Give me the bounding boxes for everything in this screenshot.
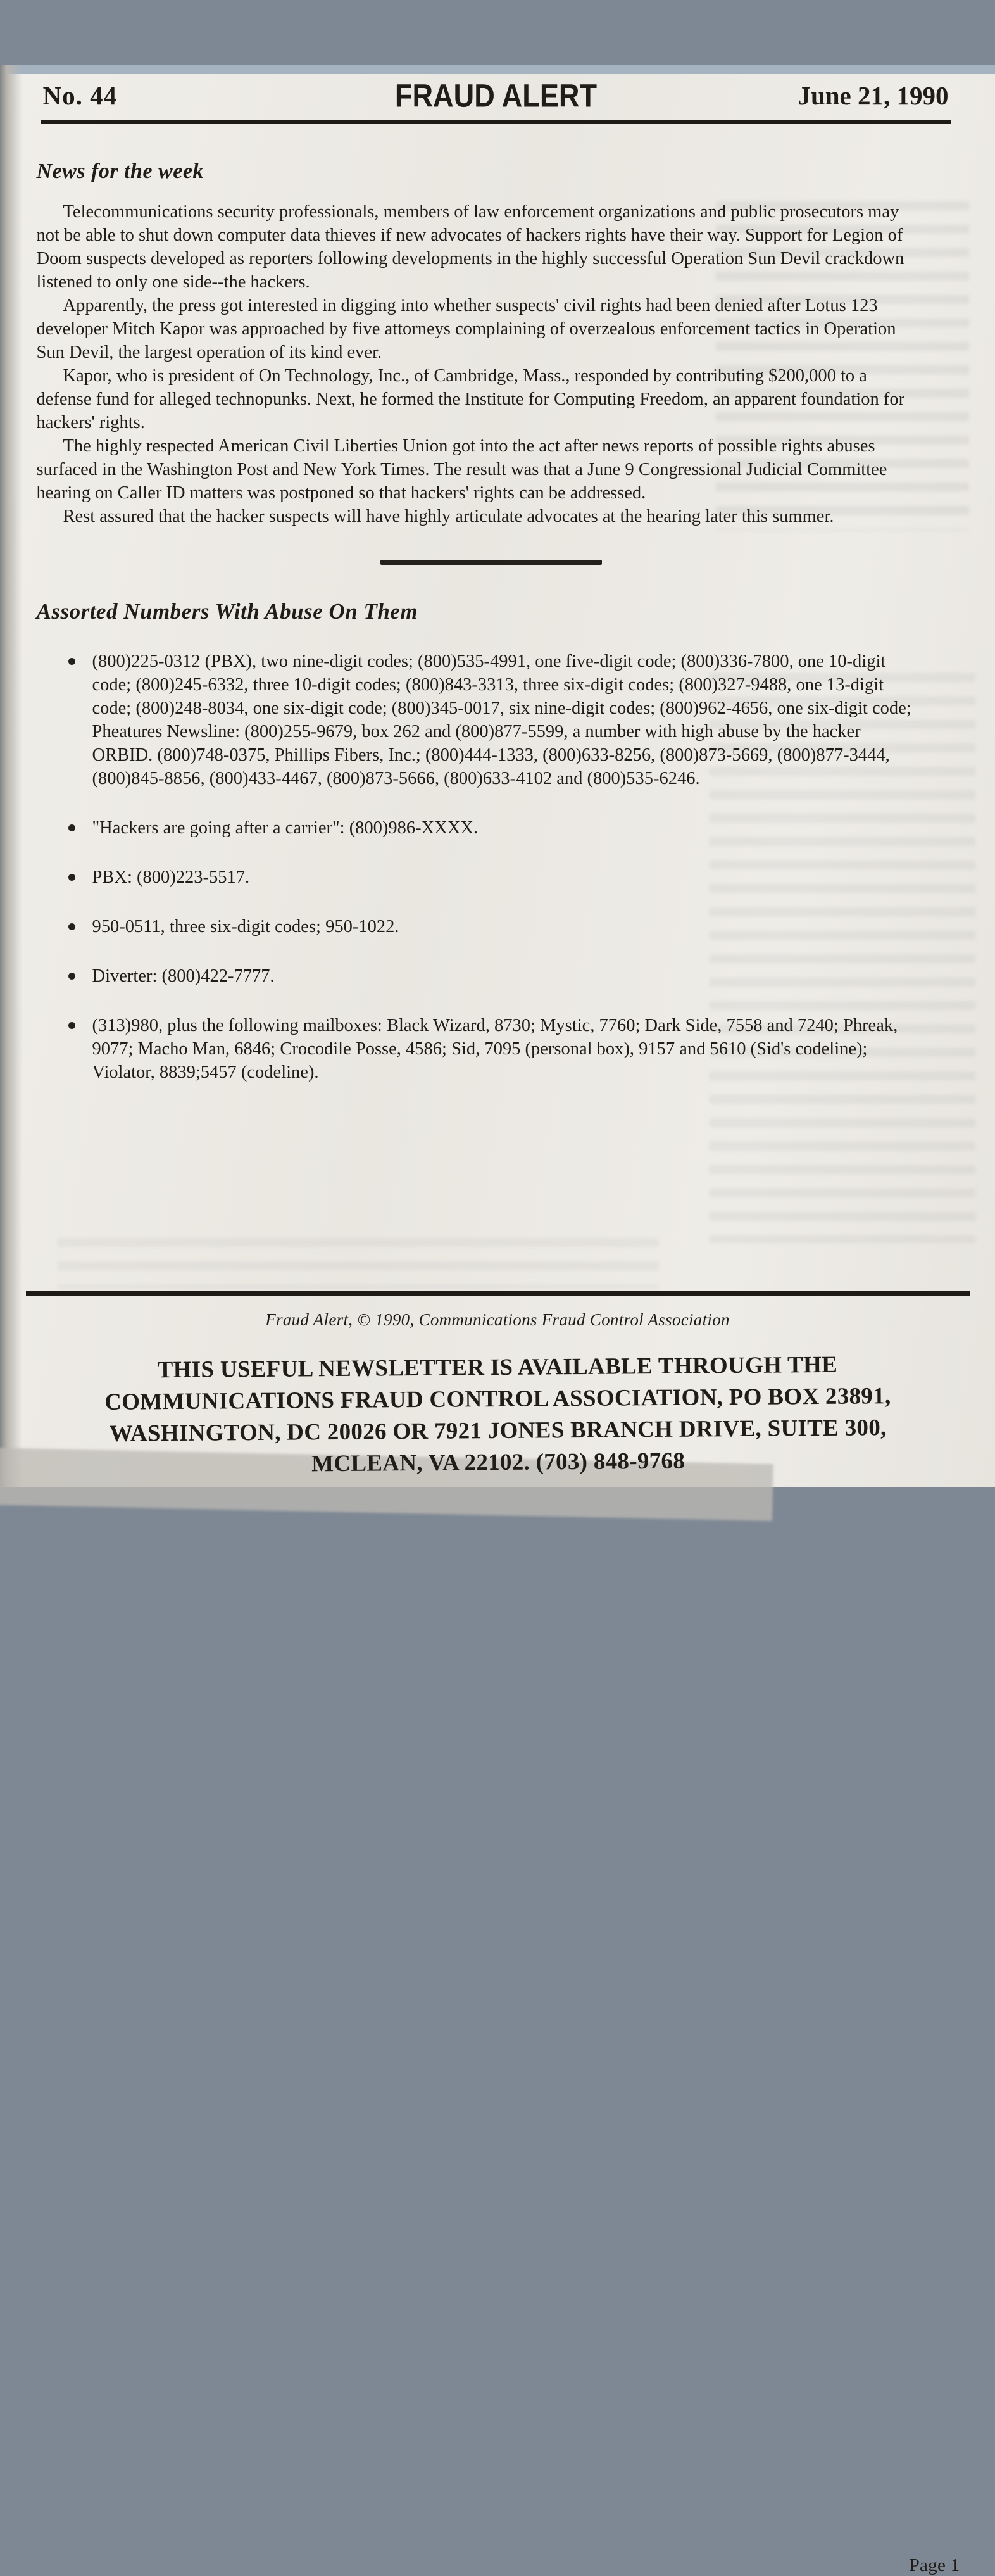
- issue-date: June 21, 1990: [798, 80, 949, 110]
- issue-number: No. 44: [42, 80, 118, 110]
- list-item: 950-0511, three six-digit codes; 950-1022.: [37, 915, 913, 938]
- availability-notice: [0, 1348, 995, 1482]
- scan-top-edge: [1, 65, 995, 74]
- news-section-heading: News for the week: [36, 160, 204, 183]
- newsletter-page: [1, 65, 995, 2575]
- list-item: Diverter: (800)422-7777.: [37, 964, 913, 988]
- numbers-section-heading: Assorted Numbers With Abuse On Them: [36, 599, 418, 624]
- news-paragraph: Apparently, the press got interested in digging into whether suspects' civil rights had been denied after Lotus 123 developer Mitch Kapor was approached by five attorneys complaining of overzealous enforcement tactics in Operation Sun Devil, the largest operation of its kind ever.: [36, 296, 896, 362]
- footer-credit-text: Fraud Alert, © 1990, Communications Fraud Control Association: [265, 1310, 730, 1329]
- list-item: (313)980, plus the following mailboxes: Black Wizard, 8730; Mystic, 7760; Dark Side, 7558 and 7240; Phreak, 9077; Macho Man, 6846; Crocodile Posse, 4586; Sid, 7095 (personal box), 9157 and 5610 (Sid's codeline); Violator, 8839;5457 (codeline).: [37, 1014, 913, 1084]
- list-item: (800)225-0312 (PBX), two nine-digit codes; (800)535-4991, one five-digit code; (800)336-7800, one 10-digit code; (800)245-6332, three 10-digit codes; (800)843-3313, three six-digit codes; (800)327-9488, one 13-digit code; (800)248-8034, one six-digit code; (800)345-0017, six nine-digit codes; (800)962-4656, one six-digit code; Pheatures Newsline: (800)255-9679, box 262 and (800)877-5599, a number with high abuse by the hacker ORBID. (800)748-0375, Phillips Fibers, Inc.; (800)444-1333, (800)633-8256, (800)873-5669, (800)877-3444, (800)845-8856, (800)433-4467, (800)873-5666, (800)633-4102 and (800)535-6246.: [37, 650, 913, 790]
- availability-line: WASHINGTON, DC 20026 OR 7921 JONES BRANCH DRIVE, SUITE 300,: [109, 1415, 887, 1447]
- news-paragraph: Telecommunications security professionals, members of law enforcement organizations and public prosecutors may not be able to shut down computer data thieves if new advocates of hackers rights have their way. Support for Legion of Doom suspects developed as reporters following developments in the highly successful Operation Sun Devil crackdown listened to only one side--the hackers.: [36, 202, 904, 292]
- list-item: "Hackers are going after a carrier": (800)986-XXXX.: [37, 816, 913, 840]
- news-section-body: [37, 200, 905, 528]
- list-item: PBX: (800)223-5517.: [37, 866, 913, 889]
- abused-numbers-list: [37, 650, 913, 1084]
- bleedthrough-smudge: [58, 1238, 659, 1289]
- news-paragraph: Rest assured that the hacker suspects will have highly articulate advocates at the hearing later this summer.: [63, 507, 834, 526]
- footer-rule: [26, 1291, 970, 1296]
- availability-line: COMMUNICATIONS FRAUD CONTROL ASSOCIATION, PO BOX 23891,: [104, 1383, 891, 1415]
- newsletter-title: FRAUD ALERT: [394, 77, 597, 114]
- news-paragraph: Kapor, who is president of On Technology, Inc., of Cambridge, Mass., responded by contributing $200,000 to a defense fund for alleged technopunks. Next, he formed the Institute for Computing Freedom, an apparent foundation for hackers' rights.: [36, 366, 905, 432]
- scan-left-edge: [1, 65, 22, 1487]
- page-number: Page 1: [909, 2555, 960, 2575]
- news-paragraph: The highly respected American Civil Liberties Union got into the act after news reports of possible rights abuses surfaced in the Washington Post and New York Times. The result was that a June 9 Congressional Judicial Committee hearing on Caller ID matters was postponed so that hackers' rights can be addressed.: [36, 436, 887, 503]
- availability-line: MCLEAN, VA 22102. (703) 848-9768: [311, 1448, 685, 1477]
- availability-line: THIS USEFUL NEWSLETTER IS AVAILABLE THROUGH THE: [157, 1351, 837, 1384]
- section-divider-rule: [380, 560, 602, 565]
